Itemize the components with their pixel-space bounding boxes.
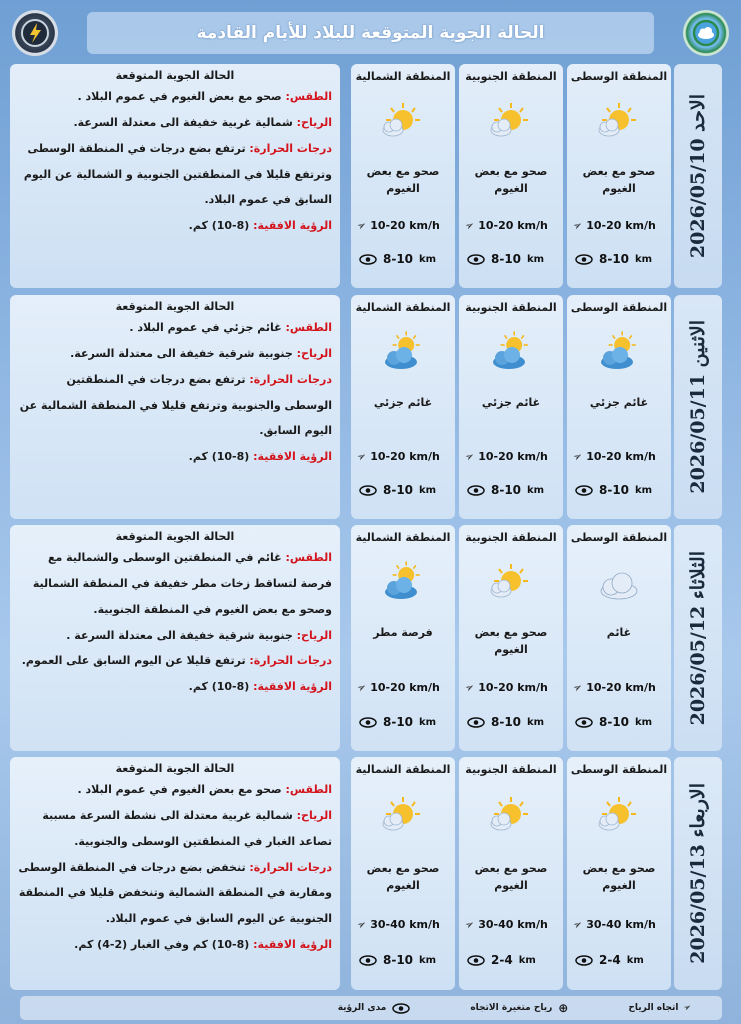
eye-icon — [392, 1003, 410, 1014]
visibility-unit: km — [527, 716, 545, 728]
page-title: الحالة الجوية المتوقعة للبلاد للأيام القادمة — [87, 12, 654, 54]
forecast-text: غائم جزئي في عموم البلاد . — [129, 321, 286, 334]
legend-wind-direction-label: اتجاه الرياح — [628, 1003, 679, 1013]
wind-speed — [354, 217, 453, 234]
wind-speed-value: 10-20 km/h — [586, 219, 656, 232]
legend-visibility — [338, 1003, 411, 1014]
wind-speed — [354, 448, 453, 465]
forecast-label: درجات الحرارة: — [249, 860, 332, 874]
forecast-text: ترتفع بضع درجات في المنطقتين الوسطى والجنوبية وترتفع قليلا في المنطقة الشمالية عن اليوم السابق. — [19, 372, 332, 438]
region-name: المنطقة الجنوبية — [465, 70, 557, 83]
region-card — [351, 757, 455, 990]
forecast-line — [18, 545, 332, 623]
visibility-value: 8-10 — [383, 715, 414, 729]
visibility-value: 8-10 — [383, 953, 414, 967]
wind-speed — [570, 679, 669, 696]
forecast-line — [18, 444, 332, 470]
visibility-value: 8-10 — [383, 252, 414, 266]
forecast-line — [18, 84, 332, 110]
forecast-line — [18, 674, 332, 700]
eye-icon — [467, 485, 485, 496]
wind-speed — [570, 916, 669, 933]
forecast-text: (8-10) كم. — [188, 450, 254, 464]
region-name: المنطقة الوسطى — [570, 301, 668, 314]
visibility — [359, 715, 451, 729]
day-date: الاربعاء 2026/05/13 — [687, 783, 709, 964]
forecast-label: درجات الحرارة: — [249, 372, 332, 386]
crosshair-icon: ⊕ — [558, 1001, 569, 1015]
forecast-text: جنوبية شرقية خفيفة الى معتدلة السرعة. — [70, 346, 297, 360]
eye-icon — [359, 955, 377, 966]
legend-variable-wind-label: رياح متغيرة الاتجاه — [470, 1003, 553, 1013]
forecast-panel — [10, 757, 340, 990]
date-panel — [674, 64, 722, 288]
region-name: المنطقة الشمالية — [355, 531, 451, 544]
forecast-label: الطقس: — [285, 783, 332, 796]
date-panel — [674, 525, 722, 751]
wind-speed — [570, 217, 669, 234]
sun-cloud-icon — [379, 794, 427, 836]
legend-wind-direction — [628, 1003, 692, 1013]
sun-cloud-icon — [487, 794, 535, 836]
visibility — [575, 715, 667, 729]
weather-description: غائم جزئي — [589, 396, 649, 409]
forecast-text: ترتفع قليلا عن اليوم السابق على العموم. — [21, 654, 250, 668]
day-row — [10, 295, 722, 519]
region-card — [351, 64, 455, 288]
wind-arrow-icon: ➢ — [462, 916, 477, 933]
meteorology-logo-right — [683, 10, 729, 56]
forecast-line — [18, 623, 332, 649]
weather-description: صحو مع بعض الغيوم — [366, 165, 440, 196]
weather-description: صحو مع بعض الغيوم — [582, 862, 656, 893]
region-card — [567, 295, 671, 519]
forecast-heading: الحالة الجوية المتوقعة — [115, 69, 235, 82]
wind-speed-value: 30-40 km/h — [370, 918, 440, 931]
forecast-text: تنخفض بضع درجات في المنطقة الوسطى ومقاربة في المنطقة الشمالية وتنخفض قليلا في المنطقة الجنوبية عن اليوم السابق في عموم البلاد. — [18, 860, 332, 926]
weather-description: فرصة مطر — [373, 626, 433, 639]
eye-icon — [359, 717, 377, 728]
day-date: الاثنين 2026/05/11 — [687, 320, 709, 494]
eye-icon — [575, 254, 593, 265]
agency-logo-left — [12, 10, 58, 56]
visibility-value: 8-10 — [599, 483, 630, 497]
visibility-value: 8-10 — [491, 715, 522, 729]
wind-arrow-icon: ➢ — [570, 679, 585, 696]
visibility — [359, 252, 451, 266]
eye-icon — [359, 485, 377, 496]
region-card — [567, 757, 671, 990]
partly-cloudy-icon — [379, 331, 427, 373]
wind-arrow-icon: ➢ — [462, 679, 477, 696]
wind-speed-value: 10-20 km/h — [370, 219, 440, 232]
wind-arrow-icon: ➢ — [462, 217, 477, 234]
wind-speed-value: 10-20 km/h — [370, 450, 440, 463]
forecast-line — [18, 110, 332, 136]
wind-speed — [462, 448, 561, 465]
wind-speed — [462, 916, 561, 933]
forecast-label: درجات الحرارة: — [249, 141, 332, 155]
forecast-label: الرؤية الافقية: — [253, 680, 332, 694]
legend-visibility-label: مدى الرؤية — [337, 1003, 387, 1013]
forecast-text: صحو مع بعض الغيوم في عموم البلاد . — [77, 783, 286, 796]
wind-speed-value: 30-40 km/h — [478, 918, 548, 931]
forecast-label: الطقس: — [285, 551, 332, 564]
wind-speed-value: 10-20 km/h — [478, 681, 548, 694]
region-name: المنطقة الشمالية — [355, 70, 451, 83]
visibility — [575, 252, 667, 266]
forecast-panel — [10, 64, 340, 288]
visibility-unit: km — [419, 484, 437, 496]
forecast-text: (8-10) كم. — [188, 219, 254, 233]
forecast-label: الرؤية الافقية: — [253, 219, 332, 233]
wind-arrow-icon: ➢ — [354, 916, 369, 933]
wind-speed — [462, 679, 561, 696]
wind-arrow-icon: ➢ — [354, 448, 369, 465]
wind-speed-value: 30-40 km/h — [586, 918, 656, 931]
region-card — [351, 295, 455, 519]
region-name: المنطقة الشمالية — [355, 763, 451, 776]
date-panel — [674, 295, 722, 519]
sun-cloud-icon — [487, 100, 535, 142]
forecast-line — [18, 136, 332, 214]
region-name: المنطقة الوسطى — [570, 763, 668, 776]
wind-speed-value: 10-20 km/h — [478, 219, 548, 232]
forecast-label: الرياح: — [296, 115, 332, 129]
forecast-text: جنوبية شرقية خفيفة الى معتدلة السرعة . — [66, 628, 297, 642]
region-name: المنطقة الشمالية — [355, 301, 451, 314]
forecast-label: الرياح: — [296, 346, 332, 360]
sun-cloud-icon — [487, 561, 535, 603]
visibility-unit: km — [419, 954, 437, 966]
eye-icon — [575, 485, 593, 496]
legend — [20, 996, 722, 1020]
visibility-unit: km — [635, 484, 653, 496]
day-date: الاحد 2026/05/10 — [687, 93, 709, 259]
visibility-unit: km — [635, 253, 653, 265]
weather-description: صحو مع بعض الغيوم — [366, 862, 440, 893]
lightning-emblem-icon — [20, 18, 50, 48]
forecast-text: (8-10) كم وفي الغبار (2-4) كم. — [74, 938, 254, 952]
weather-description: صحو مع بعض الغيوم — [474, 165, 548, 196]
forecast-line — [18, 341, 332, 367]
wind-speed-value: 10-20 km/h — [478, 450, 548, 463]
wind-speed-value: 10-20 km/h — [586, 681, 656, 694]
forecast-line — [18, 932, 332, 958]
forecast-line — [18, 213, 332, 239]
eye-icon — [467, 717, 485, 728]
visibility — [467, 483, 559, 497]
visibility-unit: km — [419, 253, 437, 265]
weather-description: غائم — [606, 626, 632, 639]
visibility-value: 8-10 — [383, 483, 414, 497]
forecast-line — [18, 315, 332, 341]
forecast-heading: الحالة الجوية المتوقعة — [115, 762, 235, 775]
day-date: الثلاثاء 2026/05/12 — [687, 550, 709, 726]
wind-arrow-icon: ➢ — [354, 679, 369, 696]
visibility — [359, 953, 451, 967]
wind-arrow-icon: ➢ — [570, 448, 585, 465]
visibility-value: 8-10 — [599, 715, 630, 729]
wind-arrow-icon: ➢ — [462, 448, 477, 465]
forecast-line — [18, 777, 332, 803]
weather-description: غائم جزئي — [373, 396, 433, 409]
visibility-unit: km — [635, 716, 653, 728]
visibility — [467, 953, 559, 967]
visibility-value: 2-4 — [599, 953, 621, 967]
eye-icon — [467, 955, 485, 966]
region-card — [567, 525, 671, 751]
wind-arrow-icon: ➢ — [570, 217, 585, 234]
visibility-value: 8-10 — [599, 252, 630, 266]
header — [10, 8, 731, 58]
forecast-text: ترتفع بضع درجات في المنطقة الوسطى وترتفع قليلا في المنطقتين الجنوبية و الشمالية عن اليوم السابق في عموم البلاد. — [23, 141, 332, 207]
region-name: المنطقة الوسطى — [570, 531, 668, 544]
forecast-line — [18, 803, 332, 855]
visibility-unit: km — [527, 253, 545, 265]
region-name: المنطقة الجنوبية — [465, 301, 557, 314]
eye-icon — [575, 955, 593, 966]
forecast-line — [18, 855, 332, 933]
forecast-text: غائم في المنطقتين الوسطى والشمالية مع فرصة لتساقط زخات مطر خفيفة في المنطقة الشمالية وصحو مع بعض الغيوم في المنطقة الجنوبية. — [32, 551, 332, 616]
partly-cloudy-icon — [595, 331, 643, 373]
wind-arrow-icon: ➢ — [570, 916, 585, 933]
forecast-line — [18, 367, 332, 445]
eye-icon — [359, 254, 377, 265]
forecast-label: الرياح: — [296, 808, 332, 822]
visibility-value: 2-4 — [491, 953, 513, 967]
weather-description: صحو مع بعض الغيوم — [474, 862, 548, 893]
day-row — [10, 525, 722, 751]
forecast-label: درجات الحرارة: — [249, 654, 332, 668]
forecast-label: الرؤية الافقية: — [253, 450, 332, 464]
forecast-label: الطقس: — [285, 90, 332, 103]
forecast-line — [18, 648, 332, 674]
eye-icon — [467, 254, 485, 265]
day-row — [10, 757, 722, 990]
wind-speed — [354, 679, 453, 696]
forecast-panel — [10, 525, 340, 751]
forecast-heading: الحالة الجوية المتوقعة — [115, 530, 235, 543]
visibility — [467, 715, 559, 729]
visibility — [575, 953, 667, 967]
visibility-unit: km — [518, 954, 536, 966]
cloud-icon — [595, 561, 643, 603]
forecast-label: الرؤية الافقية: — [253, 938, 332, 952]
visibility-value: 8-10 — [491, 252, 522, 266]
visibility-value: 8-10 — [491, 483, 522, 497]
forecast-text: شمالية غربية معتدلة الى نشطة السرعة مسببة تصاعد الغبار في المنطقتين الوسطى والجنوبية. — [42, 808, 332, 848]
visibility-unit: km — [527, 484, 545, 496]
globe-cloud-emblem-icon — [691, 18, 721, 48]
visibility-unit: km — [419, 716, 437, 728]
forecast-label: الطقس: — [285, 321, 332, 334]
weather-description: غائم جزئي — [481, 396, 541, 409]
region-name: المنطقة الجنوبية — [465, 531, 557, 544]
forecast-text: صحو مع بعض الغيوم في عموم البلاد . — [77, 90, 286, 103]
region-card — [567, 64, 671, 288]
region-name: المنطقة الجنوبية — [465, 763, 557, 776]
visibility — [467, 252, 559, 266]
wind-arrow-icon: ➢ — [354, 217, 369, 234]
wind-speed — [462, 217, 561, 234]
visibility — [359, 483, 451, 497]
weather-description: صحو مع بعض الغيوم — [474, 626, 548, 657]
partly-cloudy-icon — [379, 561, 427, 603]
partly-cloudy-icon — [487, 331, 535, 373]
region-card — [351, 525, 455, 751]
region-card — [459, 757, 563, 990]
region-card — [459, 525, 563, 751]
forecast-text: (8-10) كم. — [188, 680, 254, 694]
day-row — [10, 64, 722, 288]
wind-speed — [570, 448, 669, 465]
wind-speed-value: 10-20 km/h — [586, 450, 656, 463]
eye-icon — [575, 717, 593, 728]
forecast-panel — [10, 295, 340, 519]
date-panel — [674, 757, 722, 990]
forecast-text: شمالية غربية خفيفة الى معتدلة السرعة. — [73, 115, 297, 129]
region-card — [459, 295, 563, 519]
region-card — [459, 64, 563, 288]
wind-speed-value: 10-20 km/h — [370, 681, 440, 694]
visibility — [575, 483, 667, 497]
weather-description: صحو مع بعض الغيوم — [582, 165, 656, 196]
sun-cloud-icon — [595, 794, 643, 836]
wind-speed — [354, 916, 453, 933]
sun-cloud-icon — [379, 100, 427, 142]
legend-variable-wind — [470, 1001, 568, 1015]
region-name: المنطقة الوسطى — [570, 70, 668, 83]
wind-arrow-icon: ➢ — [682, 1001, 694, 1015]
sun-cloud-icon — [595, 100, 643, 142]
forecast-label: الرياح: — [296, 628, 332, 642]
forecast-heading: الحالة الجوية المتوقعة — [115, 300, 235, 313]
visibility-unit: km — [626, 954, 644, 966]
